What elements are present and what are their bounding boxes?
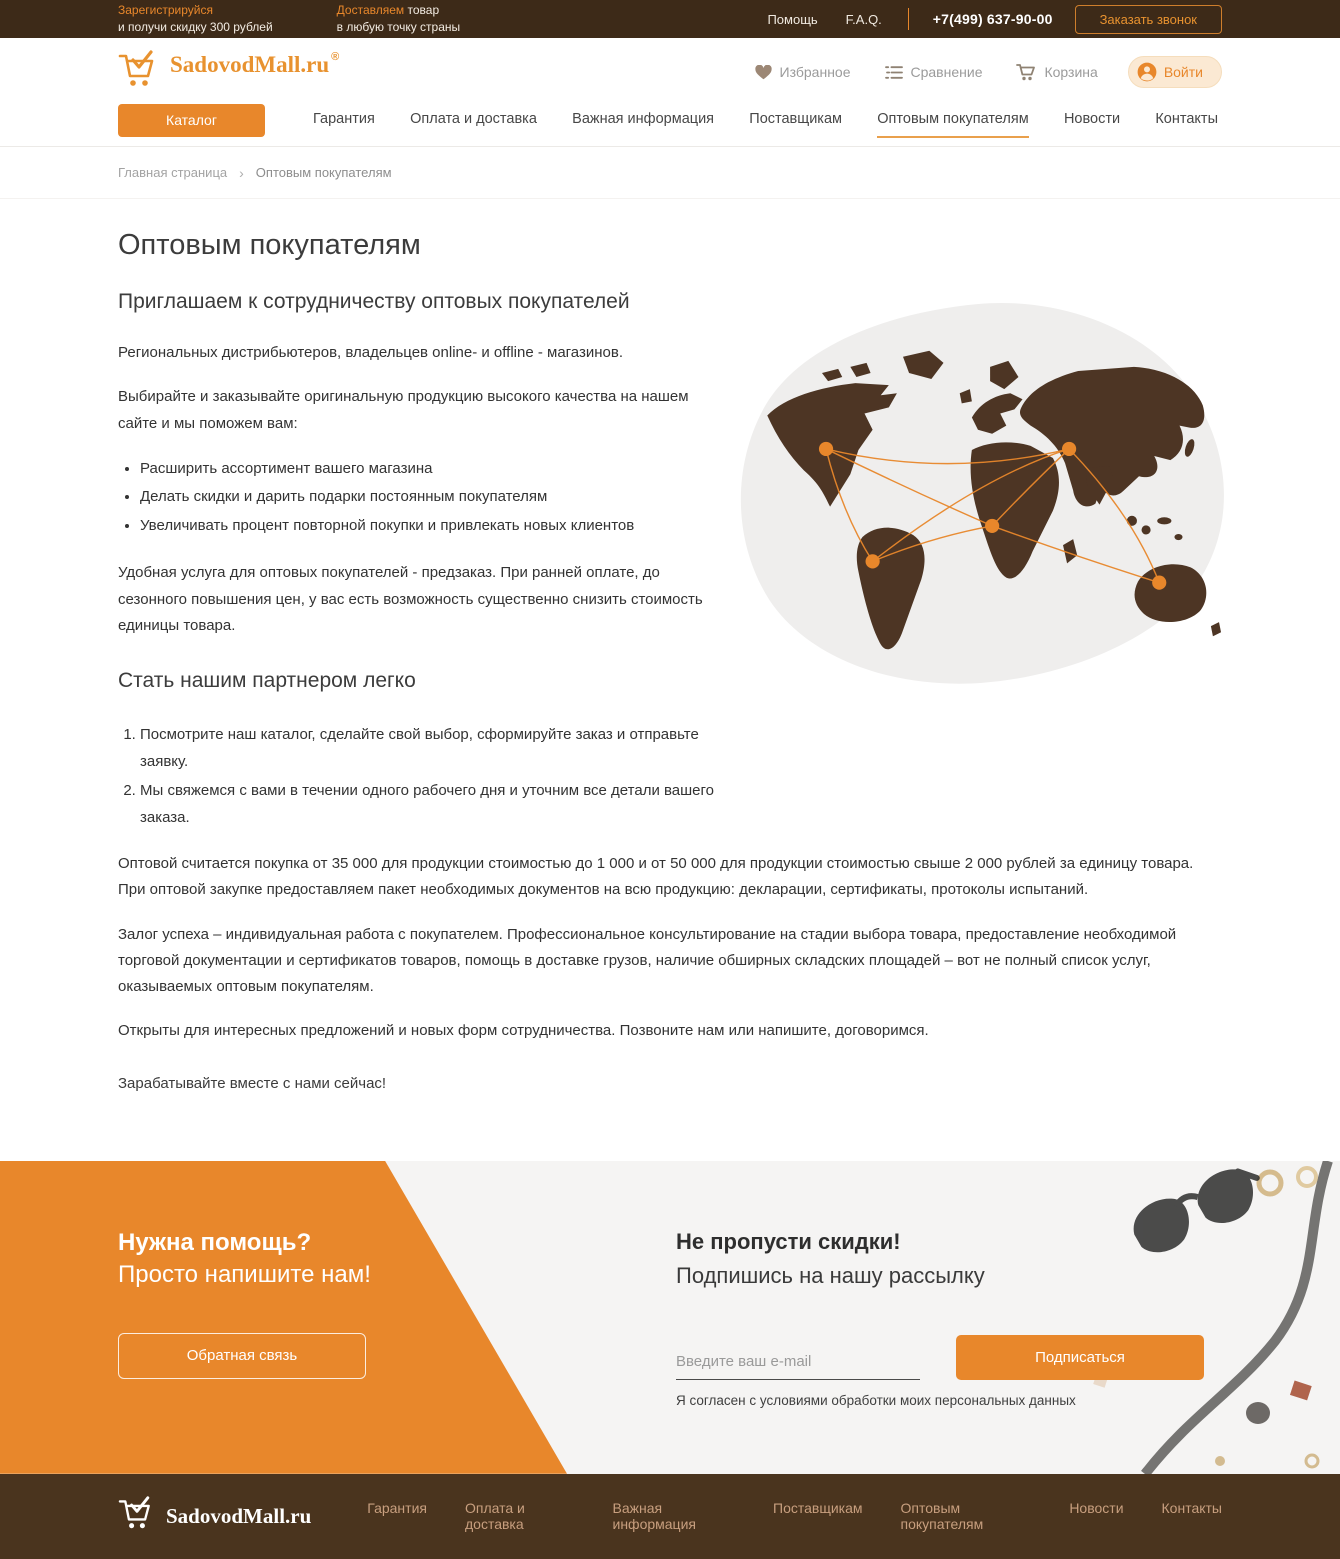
compare-list-icon [885,65,903,80]
cart-logo-icon [118,50,160,95]
footer-logo[interactable] [118,1496,311,1537]
section-heading-partner: Стать нашим партнером легко [118,669,416,692]
world-map-illustration [722,268,1238,851]
header [0,38,1340,147]
benefit-item: • Делать скидки и дарить подарки постоянным покупателям [140,483,722,512]
footer-link-contacts[interactable]: Контакты [1161,1500,1222,1517]
paragraph-choose-order: Выбирайте и заказывайте оригинальную продукцию высокого качества на нашем сайте и мы поможем вам: [118,388,689,432]
paragraph-distributors: Региональных дистрибьютеров, владельцев online- и offline - магазинов. [118,344,623,361]
phone-number: +7(499) 637-90-00 [932,11,1053,27]
footer-link-guarantee[interactable]: Гарантия [367,1500,427,1517]
nav-item-guarantee[interactable]: Гарантия [313,111,375,127]
catalog-button[interactable]: Каталог [118,104,265,137]
breadcrumb-current: Оптовым покупателям [255,165,392,180]
footer-logo-text: SadovodMall.ru [166,1503,312,1528]
footer-link-news[interactable]: Новости [1069,1500,1124,1517]
topbar [0,0,1340,38]
registered-mark: ® [331,50,340,63]
newsletter-title: Не пропусти скидки! [676,1228,901,1254]
benefit-item: • Расширить ассортимент вашего магазина [140,455,722,484]
help-link[interactable]: Помощь [767,11,818,27]
footer-link-suppliers[interactable]: Поставщикам [773,1500,863,1517]
footer [0,1474,1340,1559]
footer-nav [367,1500,1222,1532]
nav-item-news[interactable]: Новости [1063,111,1121,127]
step-item: 1. Посмотрите наш каталог, сделайте свой выбор, сформируйте заказ и отправьте заявку. [140,721,722,775]
heart-icon [755,65,772,80]
nav-item-suppliers[interactable]: Поставщикам [749,111,842,127]
site-logo[interactable] [118,50,339,95]
newsletter-box [676,1229,1216,1408]
step-item: 2. Мы свяжемся с вами в течении одного рабочего дня и уточним все детали вашего заказа. [140,777,722,831]
topbar-divider [908,8,909,30]
section-heading-invite: Приглашаем к сотрудничеству оптовых покупателей [118,290,630,313]
promo-delivery-word1: Доставляем [336,2,405,17]
main-content [118,229,1222,1161]
order-call-button[interactable]: Заказать звонок [1075,5,1222,34]
subscribe-button[interactable]: Подписаться [956,1335,1204,1380]
help-subtitle: Просто напишите нам! [118,1260,371,1288]
email-input[interactable] [676,1344,920,1380]
cart-button[interactable] [1016,63,1097,81]
benefits-list [140,455,722,541]
breadcrumb-home[interactable]: Главная страница [118,165,228,180]
feedback-button[interactable]: Обратная связь [118,1333,366,1379]
paragraph-open-offers: Открыты для интересных предложений и новых форм сотрудничества. Позвоните нам или напишите, договоримся. [118,1022,929,1040]
login-button[interactable] [1128,56,1222,88]
nav-item-contacts[interactable]: Контакты [1155,111,1218,127]
newsletter-subtitle: Подпишись на нашу рассылку [676,1262,985,1288]
promo-register-line1: Зарегистрируйся [118,2,213,17]
breadcrumb [118,165,1222,181]
earn-together-text: Зарабатывайте вместе с нами сейчас! [118,1074,387,1092]
benefit-item: • Увеличивать процент повторной покупки и привлекать новых клиентов [140,512,722,541]
footer-cart-logo-icon [118,1496,156,1537]
paragraph-success-key: Залог успеха – индивидуальная работа с покупателем. Профессиональное консультирование на стадии выбора товара, предоставление необходимой торговой документации и сертификатов товаров, помощь в доставке грузов, наличие обширных складских площадей – вот не полный список услуг, оказываемых оптовым покупателям. [118,925,1177,995]
help-box [118,1229,371,1379]
paragraph-preorder: Удобная услуга для оптовых покупателей - предзаказ. При ранней оплате, до сезонного повышения цен, у вас есть возможность существенно снизить стоимость единицы товара. [118,564,703,634]
footer-link-payment-delivery[interactable]: Оплата и доставка [464,1500,525,1533]
favorites-button[interactable] [755,64,851,80]
nav-item-wholesale[interactable]: Оптовым покупателям [877,102,1028,138]
footer-link-wholesale[interactable]: Оптовым покупателям [900,1500,984,1533]
promo-delivery[interactable] [337,2,461,37]
main-nav [265,102,1222,138]
promo-delivery-line2: в любую точку страны [336,20,461,34]
promo-register[interactable] [118,2,273,37]
chevron-right-icon: › [239,164,244,181]
promo-delivery-word2: товар [404,2,440,17]
user-icon [1137,62,1157,82]
breadcrumb-bar [0,147,1340,199]
cart-icon [1016,63,1036,81]
help-newsletter-band [0,1161,1340,1474]
help-title: Нужна помощь? [118,1228,312,1256]
paragraph-wholesale-terms: Оптовой считается покупка от 35 000 для продукции стоимостью до 1 000 и от 50 000 для продукции стоимостью свыше 2 000 рублей за единицу товара. При оптовой закупке предоставляем пакет необходимых документов на всю продукцию: декларации, сертификаты, протоколы испытаний. [118,855,1194,899]
nav-item-payment-delivery[interactable]: Оплата и доставка [410,111,537,127]
compare-button[interactable] [885,64,983,80]
login-label: Войти [1163,64,1203,80]
logo-text: SadovodMall.ru ® [170,50,340,77]
page-title: Оптовым покупателям [118,229,421,261]
cart-label: Корзина [1044,64,1098,80]
partner-steps-list [140,721,722,831]
world-map-network-graphic [726,296,1238,691]
favorites-label: Избранное [779,64,851,80]
consent-text: Я согласен с условиями обработки моих персональных данных [676,1392,1076,1408]
compare-label: Сравнение [910,64,983,80]
footer-link-important-info[interactable]: Важная информация [612,1500,696,1533]
promo-register-line2: и получи скидку 300 рублей [118,20,273,34]
faq-link[interactable]: F.A.Q. [845,11,882,27]
nav-item-important-info[interactable]: Важная информация [572,111,715,127]
